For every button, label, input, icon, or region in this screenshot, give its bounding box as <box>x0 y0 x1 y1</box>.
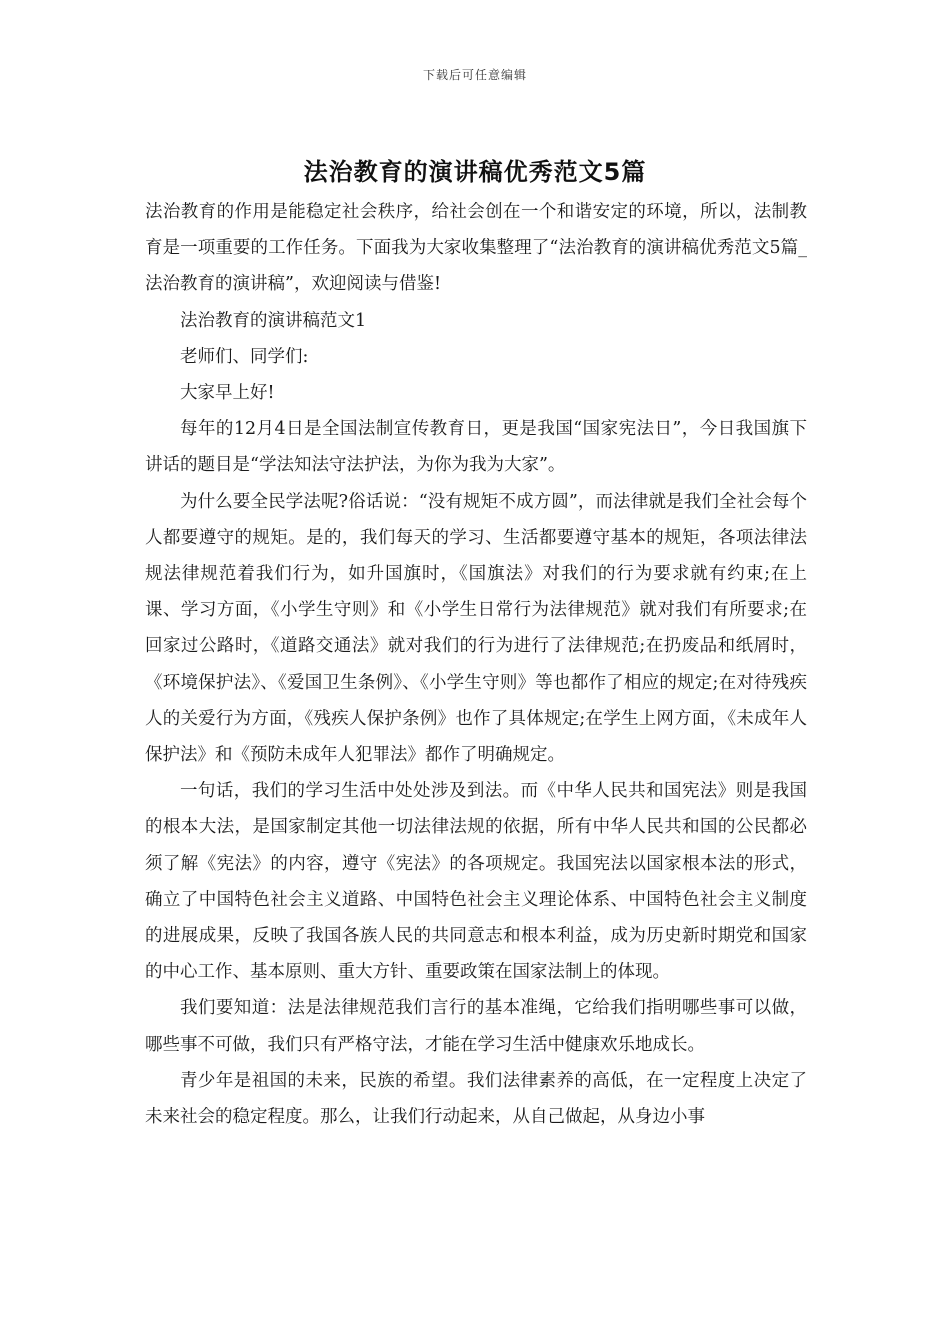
header-note: 下载后可任意编辑 <box>422 68 527 82</box>
salutation: 老师们、同学们: <box>180 346 309 367</box>
section-heading: 法治教育的演讲稿范文1 <box>180 310 367 331</box>
paragraph: 为什么要全民学法呢?俗话说：“没有规矩不成方圆”，而法律就是我们全社会每个人都要遵守的规矩。是的，我们每天的学习、生活都要遵守基本的规矩，各项法律法规法律规范着我们行为，如升国旗时，《国旗法》对我们的行为要求就有约束;在上课、学习方面，《小学生守则》和《小学生日常行为法律规范》就对我们有所要求;在回家过公路时，《道路交通法》就对我们的行为进行了法律规范;在扔废品和纸屑时，《环境保护法》、《爱国卫生条例》、《小学生守则》等也都作了相应的规定;在对待残疾人的关爱行为方面，《残疾人保护条例》也作了具体规定;在学生上网方面，《未成年人保护法》和《预防未成年人犯罪法》都作了明确规定。 <box>145 491 807 766</box>
paragraph: 一句话，我们的学习生活中处处涉及到法。而《中华人民共和国宪法》则是我国的根本大法，是国家制定其他一切法律法规的依据，所有中华人民共和国的公民都必须了解《宪法》的内容，遵守《宪法》的各项规定。我国宪法以国家根本法的形式，确立了中国特色社会主义道路、中国特色社会主义理论体系、中国特色社会主义制度的进展成果，反映了我国各族人民的共同意志和根本利益，成为历史新时期党和国家的中心工作、基本原则、重大方针、重要政策在国家法制上的体现。 <box>145 781 807 983</box>
intro-paragraph: 法治教育的作用是能稳定社会秩序，给社会创在一个和谐安定的环境，所以，法制教育是一项重要的工作任务。下面我为大家收集整理了“法治教育的演讲稿优秀范文5篇_法治教育的演讲稿”，欢迎阅读与借鉴! <box>145 202 807 295</box>
greeting: 大家早上好! <box>180 383 275 404</box>
paragraph: 我们要知道：法是法律规范我们言行的基本准绳，它给我们指明哪些事可以做，哪些事不可做，我们只有严格守法，才能在学习生活中健康欢乐地成长。 <box>145 998 807 1055</box>
document-body <box>145 194 807 1135</box>
paragraph: 青少年是祖国的未来，民族的希望。我们法律素养的高低，在一定程度上决定了未来社会的稳定程度。那么，让我们行动起来，从自己做起，从身边小事 <box>145 1070 807 1128</box>
paragraph: 每年的12月4日是全国法制宣传教育日，更是我国“国家宪法日”，今日我国旗下讲话的题目是“学法知法守法护法，为你为我为大家”。 <box>145 419 807 476</box>
document-title: 法治教育的演讲稿优秀范文5篇 <box>303 158 647 186</box>
